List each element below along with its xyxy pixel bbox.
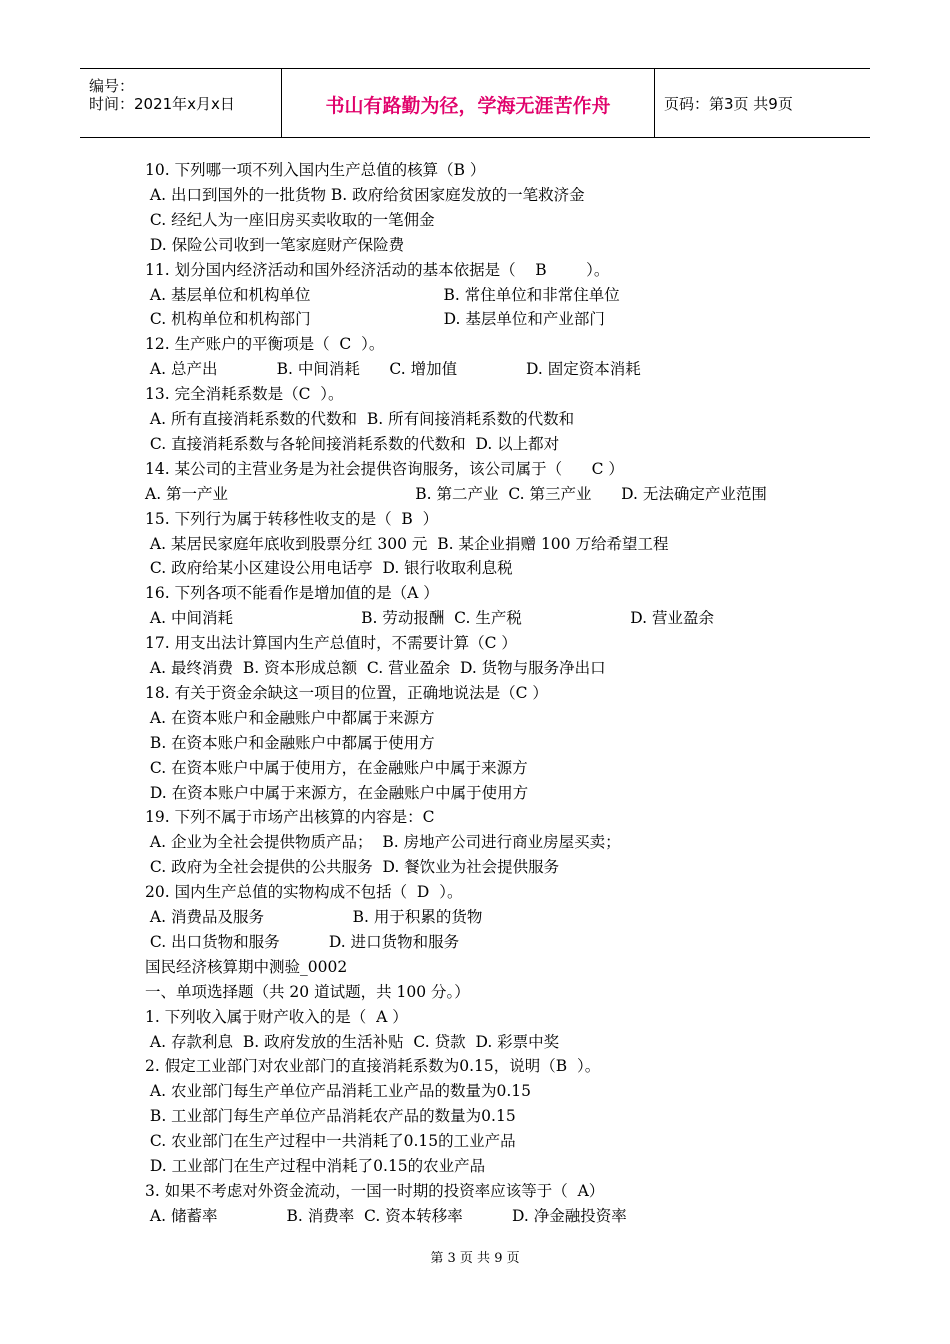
text-line: C. 经纪人为一座旧房买卖收取的一笔佣金 xyxy=(145,210,435,229)
text-line: D. 保险公司收到一笔家庭财产保险费 xyxy=(145,235,405,254)
text-line: A. 企业为全社会提供物质产品； B. 房地产公司进行商业房屋买卖； xyxy=(145,833,621,852)
text-line: B. 在资本账户和金融账户中都属于使用方 xyxy=(145,733,435,752)
header-page-cell xyxy=(655,69,870,137)
text-line: 13. 完全消耗系数是（C ）。 xyxy=(145,385,344,404)
text-line: 3. 如果不考虑对外资金流动，一国一时期的投资率应该等于（ A） xyxy=(145,1181,605,1200)
text-line: 14. 某公司的主营业务是为社会提供咨询服务，该公司属于（ C ） xyxy=(145,459,624,478)
header-motto-cell xyxy=(282,69,655,137)
text-line: C. 机构单位和机构部门 D. 基层单位和产业部门 xyxy=(145,310,605,329)
text-line: 15. 下列行为属于转移性收支的是（ B ） xyxy=(145,509,439,528)
text-line: A. 所有直接消耗系数的代数和 B. 所有间接消耗系数的代数和 xyxy=(145,410,575,428)
text-line: A. 存款利息 B. 政府发放的生活补贴 C. 贷款 D. 彩票中奖 xyxy=(145,1032,560,1051)
text-line: A. 某居民家庭年底收到股票分红 300 元 B. 某企业捐赠 100 万给希望工程 xyxy=(145,534,669,553)
text-line: 17. 用支出法计算国内生产总值时，不需要计算（C ） xyxy=(145,634,517,653)
text-line: D. 工业部门在生产过程中消耗了0.15的农业产品 xyxy=(145,1157,486,1175)
text-line: 一、单项选择题（共 20 道试题，共 100 分。） xyxy=(145,982,470,1001)
page-label: 页码：第3页 共9页 xyxy=(664,95,793,113)
text-line: 16. 下列各项不能看作是增加值的是（A ） xyxy=(145,584,439,603)
text-line: A. 农业部门每生产单位产品消耗工业产品的数量为0.15 xyxy=(145,1082,531,1101)
header-info-cell xyxy=(80,69,282,137)
page-header xyxy=(80,68,870,138)
time-label: 时间：2021年x月x日 xyxy=(89,95,235,113)
text-line: D. 在资本账户中属于来源方，在金融账户中属于使用方 xyxy=(145,783,529,802)
text-line: 2. 假定工业部门对农业部门的直接消耗系数为0.15，说明（B ）。 xyxy=(145,1057,601,1076)
text-line: 18. 有关于资金余缺这一项目的位置，正确地说法是（C ） xyxy=(145,683,548,702)
text-line: A. 储蓄率 B. 消费率 C. 资本转移率 D. 净金融投资率 xyxy=(145,1206,627,1225)
text-line: 11. 划分国内经济活动和国外经济活动的基本依据是（ B ）。 xyxy=(145,260,610,279)
text-line: 19. 下列不属于市场产出核算的内容是：C xyxy=(145,808,435,827)
text-line: 1. 下列收入属于财产收入的是（ A ） xyxy=(145,1007,408,1026)
text-line: 国民经济核算期中测验_0002 xyxy=(145,957,348,976)
text-line: A. 中间消耗 B. 劳动报酬 C. 生产税 D. 营业盈余 xyxy=(145,609,714,628)
text-line: C. 出口货物和服务 D. 进口货物和服务 xyxy=(145,932,460,951)
text-line: C. 在资本账户中属于使用方，在金融账户中属于来源方 xyxy=(145,758,528,777)
text-line: A. 总产出 B. 中间消耗 C. 增加值 D. 固定资本消耗 xyxy=(145,360,641,379)
motto: 书山有路勤为径，学海无涯苦作舟 xyxy=(325,95,611,117)
text-line: 20. 国内生产总值的实物构成不包括（ D ）。 xyxy=(145,883,463,902)
text-line: 12. 生产账户的平衡项是（ C ）。 xyxy=(145,335,385,354)
text-line: A. 出口到国外的一批货物 B. 政府给贫困家庭发放的一笔救济金 xyxy=(145,185,585,204)
text-line: C. 政府给某小区建设公用电话亭 D. 银行收取利息税 xyxy=(145,559,513,578)
page-footer: 第 3 页 共 9 页 xyxy=(430,1251,520,1266)
text-line: A. 第一产业 B. 第二产业 C. 第三产业 D. 无法确定产业范围 xyxy=(145,484,767,503)
text-line: 10. 下列哪一项不列入国内生产总值的核算（B ） xyxy=(145,161,486,179)
text-line: A. 最终消费 B. 资本形成总额 C. 营业盈余 D. 货物与服务净出口 xyxy=(145,659,606,677)
text-line: B. 工业部门每生产单位产品消耗农产品的数量为0.15 xyxy=(145,1107,516,1126)
text-line: A. 在资本账户和金融账户中都属于来源方 xyxy=(145,708,435,727)
text-line: C. 农业部门在生产过程中一共消耗了0.15的工业产品 xyxy=(145,1132,516,1151)
text-line: C. 政府为全社会提供的公共服务 D. 餐饮业为社会提供服务 xyxy=(145,858,560,877)
number-label: 编号： xyxy=(89,77,135,95)
text-line: C. 直接消耗系数与各轮间接消耗系数的代数和 D. 以上都对 xyxy=(145,434,560,453)
text-line: A. 基层单位和机构单位 B. 常住单位和非常住单位 xyxy=(145,285,620,304)
text-line: A. 消费品及服务 B. 用于积累的货物 xyxy=(145,908,483,926)
